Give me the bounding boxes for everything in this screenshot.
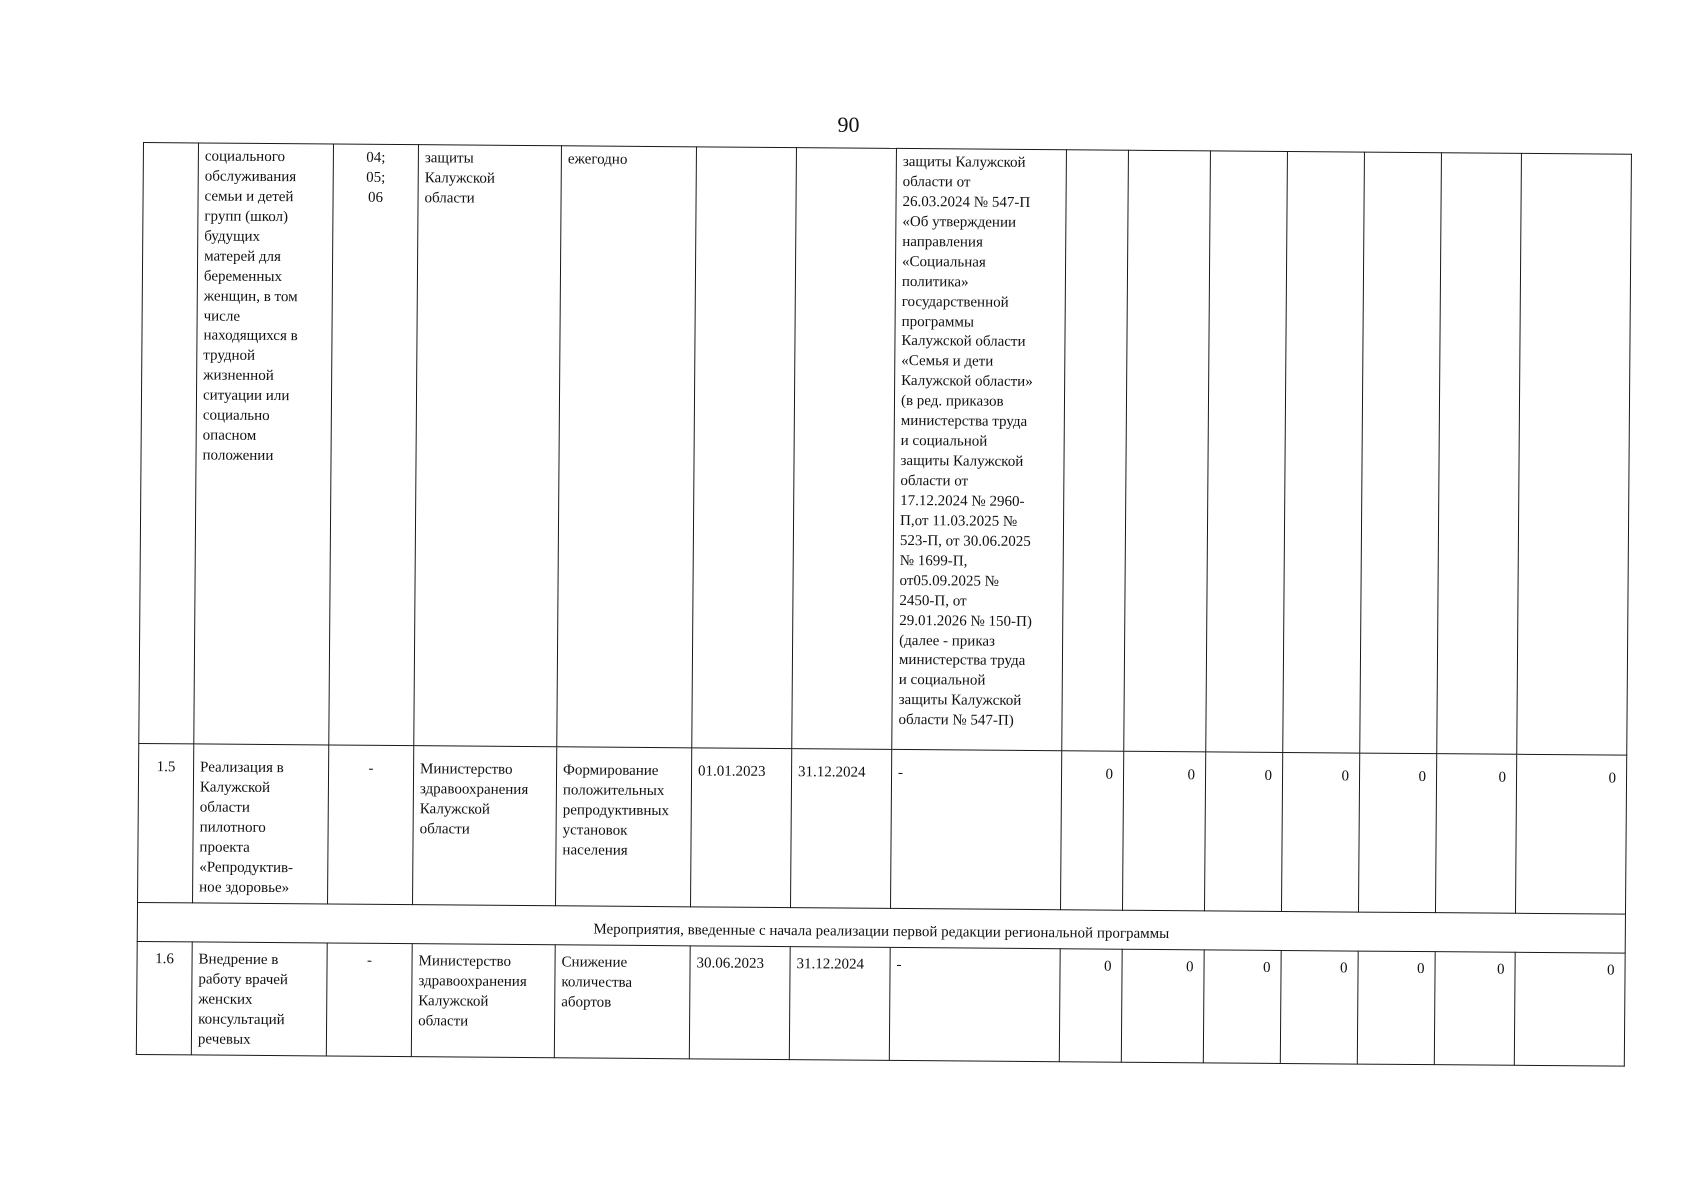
value-cell: 0 — [1203, 950, 1281, 1063]
value-cell — [1283, 151, 1365, 753]
value-cell: 0 — [1122, 751, 1205, 911]
end-date-cell: 31.12.2024 — [789, 947, 890, 1060]
value-cell — [1124, 150, 1211, 752]
result-cell: Формирование положительных репродуктивных установок населения — [556, 747, 692, 907]
page-number: 90 — [837, 112, 860, 137]
end-date-cell — [792, 148, 897, 750]
program-activities-table — [136, 142, 1632, 1066]
value-cell: 0 — [1281, 752, 1359, 912]
start-date-cell: 01.01.2023 — [691, 748, 792, 908]
value-cell — [1437, 153, 1522, 755]
activity-name-cell: Внедрение в работу врачей женских консультаций речевых — [191, 942, 327, 1056]
value-cell — [1517, 153, 1632, 755]
value-cell — [1360, 152, 1442, 754]
document-cell: - — [889, 947, 1060, 1061]
end-date-cell: 31.12.2024 — [791, 749, 892, 909]
start-date-cell — [692, 147, 797, 749]
value-cell: 0 — [1357, 951, 1435, 1064]
table-row — [139, 143, 1632, 756]
document-cell: защиты Калужской области от 26.03.2024 № 547-П «Об утверждении направления «Социальная политика» государственной программы Калужской области «Семья и дети Калужской области» (в ред. приказов министерства труда и социальной защиты Калужской области от 17.12.2024 № 2960- П,от 11.03.2025 № 523-П, от 30.06.2025 № 1699-П, от05.09.2025 № 2450-П, от 29.01.2026 № 150-П) (далее - приказ министерства труда и социальной защиты Калужской области № 547-П) — [892, 148, 1067, 750]
executor-cell: защиты Калужской области — [414, 145, 562, 747]
value-cell: 0 — [1514, 952, 1625, 1066]
code-cell: - — [326, 943, 412, 1056]
table-row — [136, 941, 1625, 1065]
value-cell: 0 — [1358, 753, 1436, 913]
program-table-wrapper — [136, 142, 1631, 1066]
row-number-cell: 1.5 — [138, 743, 194, 902]
executor-cell: Министерство здравоохранения Калужской области — [413, 746, 557, 906]
value-cell: 0 — [1515, 754, 1626, 914]
value-cell: 0 — [1059, 949, 1122, 1062]
document-cell: - — [891, 749, 1062, 909]
value-cell: 0 — [1060, 751, 1123, 910]
value-cell — [1206, 151, 1288, 753]
executor-cell: Министерство здравоохранения Калужской области — [411, 944, 555, 1058]
section-header-cell: Мероприятия, введенные с начала реализации первой редакции региональной программы — [137, 902, 1625, 953]
code-cell: - — [328, 745, 414, 905]
value-cell: 0 — [1435, 754, 1516, 914]
table-row — [138, 743, 1627, 914]
code-cell: 04; 05; 06 — [329, 144, 419, 746]
value-cell — [1062, 150, 1129, 751]
row-number-cell: 1.6 — [136, 941, 192, 1054]
value-cell: 0 — [1204, 752, 1282, 912]
value-cell: 0 — [1121, 949, 1204, 1062]
result-cell: Снижение количества абортов — [554, 945, 690, 1059]
value-cell: 0 — [1434, 952, 1515, 1065]
activity-name-cell: социального обслуживания семьи и детей групп (школ) будущих матерей для беременных женщин, в том числе находящихся в трудной жизненной ситуации или социально опасном положении — [194, 143, 334, 745]
start-date-cell: 30.06.2023 — [689, 946, 790, 1059]
value-cell: 0 — [1280, 950, 1358, 1063]
row-number-cell — [139, 143, 199, 744]
result-cell: ежегодно — [557, 146, 697, 748]
activity-name-cell: Реализация в Калужской области пилотного проекта «Репродуктив- ное здоровье» — [193, 744, 329, 904]
